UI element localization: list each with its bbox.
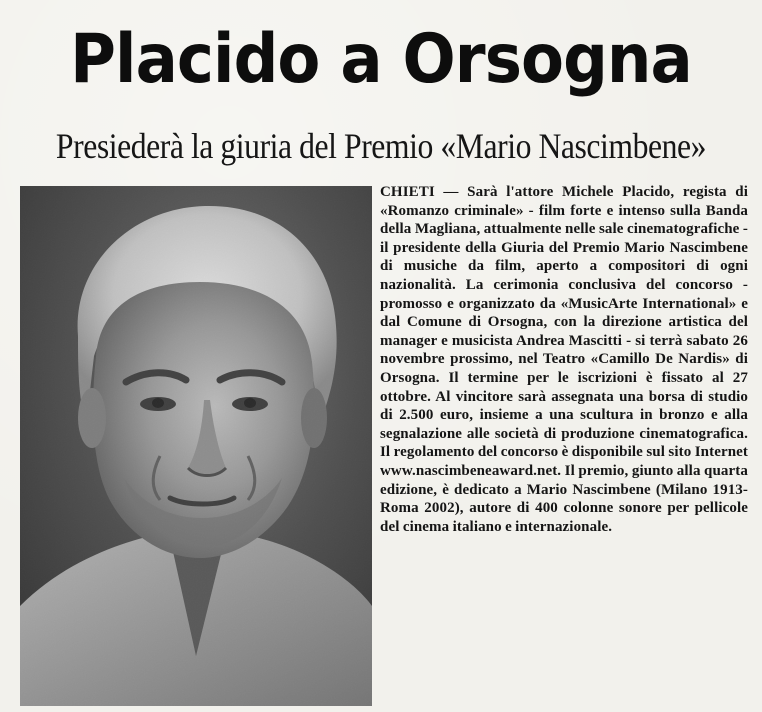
portrait-photo: [20, 186, 372, 706]
article-body: [380, 183, 748, 536]
headline: Placido a Orsogna: [70, 20, 692, 99]
subheadline: Presiederà la giuria del Premio «Mario Nascimbene»: [55, 126, 707, 166]
article-text: CHIETI — Sarà l'attore Michele Placido, regista di «Romanzo criminale» - film forte e intenso sulla Banda della Magliana, attualmente nelle sale cinematografiche - il presidente della Giuria del Premio Mario Nascimbene di musiche da film, aperto a compositori di ogni nazionalità. La cerimonia conclusiva del concorso - promosso e organizzato da «MusicArte International» e dal Comune di Orsogna, con la direzione artistica del manager e musicista Andrea Mascitti - si terrà sabato 26 novembre prossimo, nel Teatro «Camillo De Nardis» di Orsogna. Il termine per le iscrizioni è fissato al 27 ottobre. Al vincitore sarà assegnata una borsa di studio di 2.500 euro, insieme a una scultura in bronzo e alla segnalazione alle società di produzione cinematografica. Il regolamento del concorso è disponibile sul sito Internet www.nascimbeneaward.net. Il premio, giunto alla quarta edizione, è dedicato a Mario Nascimbene (Milano 1913-Roma 2002), autore di 400 colonne sonore per pellicole del cinema italiano e internazionale.: [380, 184, 748, 535]
portrait-image: [20, 186, 372, 706]
